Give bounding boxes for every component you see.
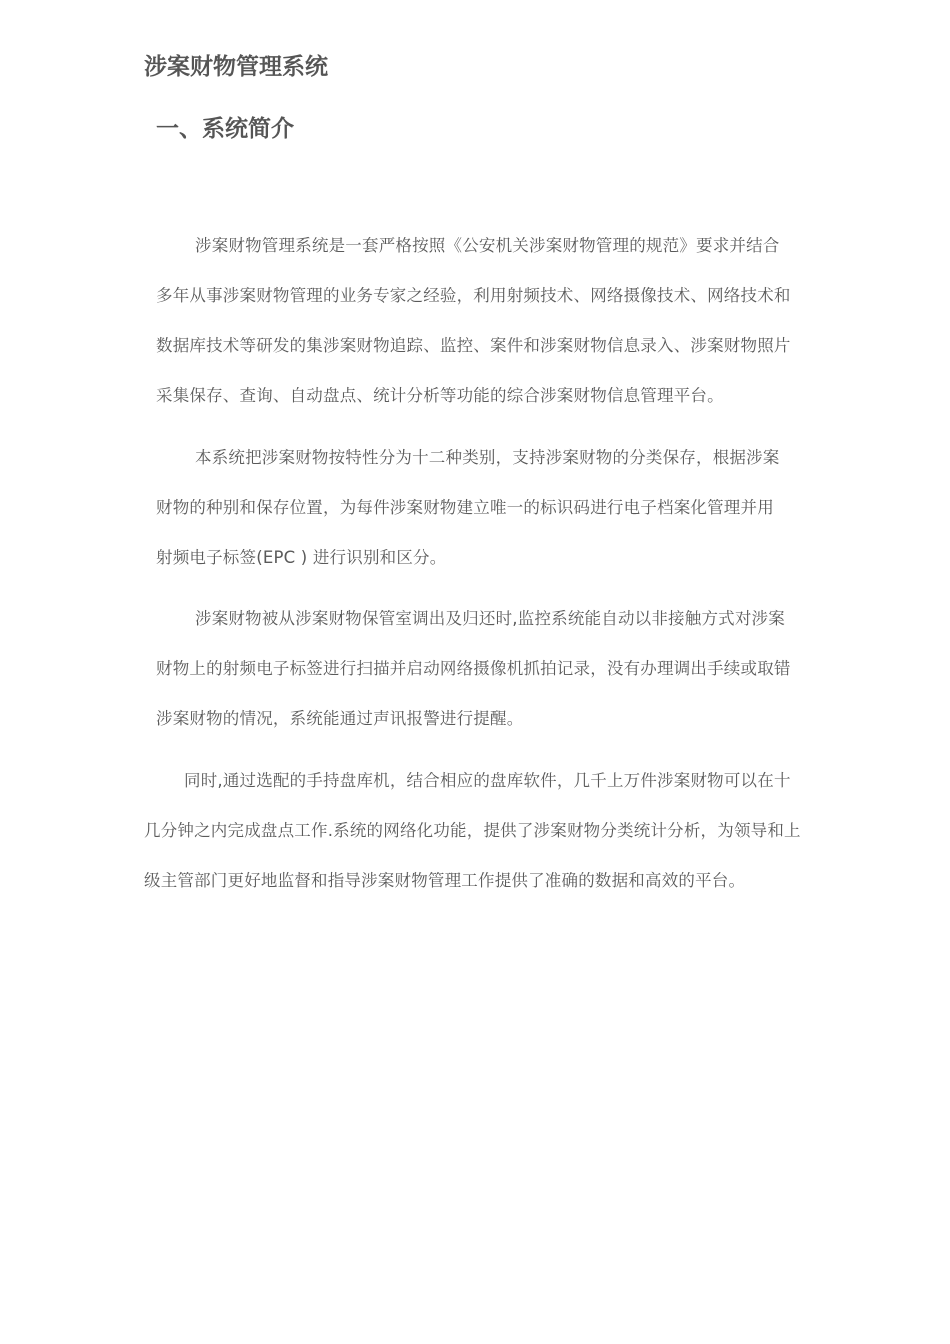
document-title: 涉案财物管理系统 (144, 54, 328, 80)
paragraph-line: 本系统把涉案财物按特性分为十二种类别，支持涉案财物的分类保存，根据涉案 (195, 448, 780, 467)
paragraph-line: 财物上的射频电子标签进行扫描并启动网络摄像机抓拍记录，没有办理调出手续或取错 (156, 659, 791, 678)
paragraph-line: 涉案财物的情况，系统能通过声讯报警进行提醒。 (156, 709, 524, 728)
paragraph-line: 数据库技术等研发的集涉案财物追踪、监控、案件和涉案财物信息录入、涉案财物照片 (156, 336, 791, 355)
paragraph-line: 采集保存、查询、自动盘点、统计分析等功能的综合涉案财物信息管理平台。 (156, 386, 724, 405)
paragraph-line: 多年从事涉案财物管理的业务专家之经验，利用射频技术、网络摄像技术、网络技术和 (156, 286, 791, 305)
paragraph-line: 同时,通过选配的手持盘库机，结合相应的盘库软件，几千上万件涉案财物可以在十 (184, 771, 791, 790)
section-heading: 一、系统简介 (156, 116, 294, 142)
paragraph-line: 几分钟之内完成盘点工作.系统的网络化功能，提供了涉案财物分类统计分析，为领导和上 (144, 821, 801, 840)
paragraph-line: 涉案财物管理系统是一套严格按照《公安机关涉案财物管理的规范》要求并结合 (195, 236, 780, 255)
paragraph-line: 级主管部门更好地监督和指导涉案财物管理工作提供了准确的数据和高效的平台。 (144, 871, 746, 890)
paragraph-line: 财物的种别和保存位置，为每件涉案财物建立唯一的标识码进行电子档案化管理并用 (156, 498, 774, 517)
paragraph-line: 涉案财物被从涉案财物保管室调出及归还时,监控系统能自动以非接触方式对涉案 (195, 609, 785, 628)
paragraph-line: 射频电子标签(EPC ) 进行识别和区分。 (156, 548, 447, 567)
